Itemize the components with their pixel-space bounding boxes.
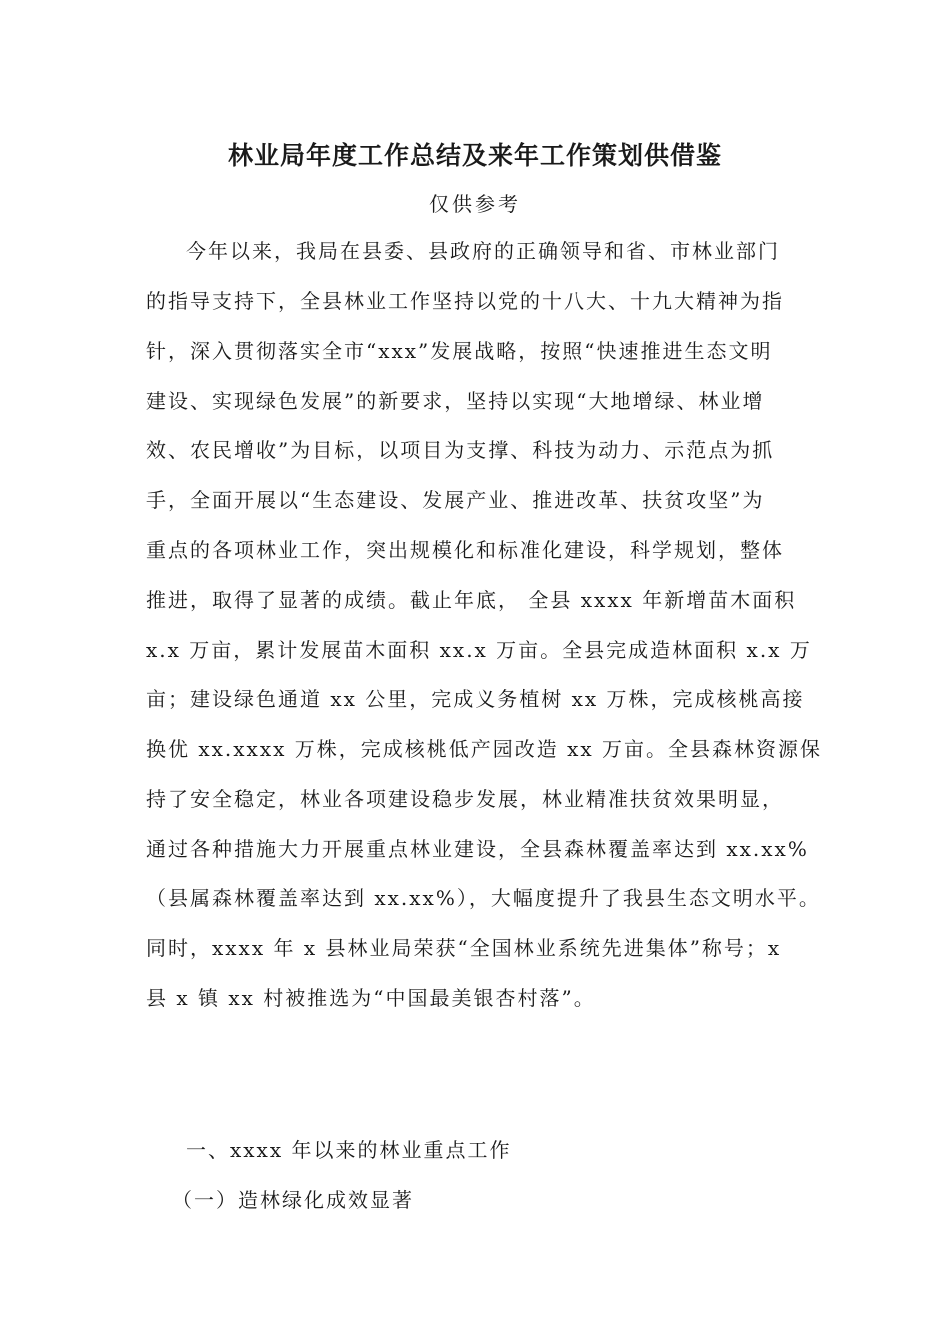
paragraph-line: 通过各种措施大力开展重点林业建设，全县森林覆盖率达到 xx.xx%	[146, 837, 809, 861]
paragraph-line: 的指导支持下，全县林业工作坚持以党的十八大、十九大精神为指	[146, 289, 784, 313]
paragraph-line: 手，全面开展以“生态建设、发展产业、推进改革、扶贫攻坚”为	[146, 488, 765, 512]
subsection-heading: （一）造林绿化成效显著	[172, 1188, 414, 1212]
paragraph-line: 亩；建设绿色通道 xx 公里，完成义务植树 xx 万株，完成核桃高接	[146, 687, 805, 711]
paragraph-line: 同时，xxxx 年 x 县林业局荣获“全国林业系统先进集体”称号；x	[146, 936, 782, 960]
paragraph-line: x.x 万亩，累计发展苗木面积 xx.x 万亩。全县完成造林面积 x.x 万	[146, 638, 812, 662]
document-title: 林业局年度工作总结及来年工作策划供借鉴	[227, 141, 722, 170]
paragraph-line: 推进，取得了显著的成绩。截止年底， 全县 xxxx 年新增苗木面积	[146, 588, 797, 612]
paragraph-line: 效、农民增收”为目标，以项目为支撑、科技为动力、示范点为抓	[146, 438, 775, 462]
paragraph-line: （县属森林覆盖率达到 xx.xx%），大幅度提升了我县生态文明水平。	[146, 886, 821, 910]
document-subtitle: 仅供参考	[429, 192, 521, 216]
paragraph-line: 建设、实现绿色发展”的新要求，坚持以实现“大地增绿、林业增	[146, 389, 765, 413]
paragraph-line: 今年以来，我局在县委、县政府的正确领导和省、市林业部门	[186, 239, 780, 263]
paragraph-line: 持了安全稳定，林业各项建设稳步发展，林业精准扶贫效果明显，	[146, 787, 784, 811]
section-heading: 一、xxxx 年以来的林业重点工作	[186, 1138, 512, 1162]
paragraph-line: 县 x 镇 xx 村被推选为“中国最美银杏村落”。	[146, 986, 596, 1010]
paragraph-line: 重点的各项林业工作，突出规模化和标准化建设，科学规划，整体	[146, 538, 784, 562]
paragraph-line: 换优 xx.xxxx 万株，完成核桃低产园改造 xx 万亩。全县森林资源保	[146, 737, 823, 761]
paragraph-line: 针，深入贯彻落实全市“xxx”发展战略，按照“快速推进生态文明	[146, 339, 773, 363]
